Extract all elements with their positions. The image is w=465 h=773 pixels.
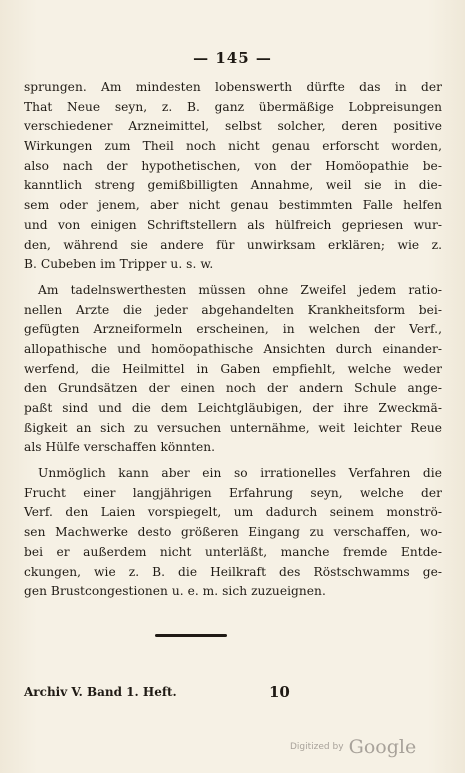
text-line: sen Machwerke desto größeren Eingang zu verschaffen, wo- [24,525,442,540]
text-line: ßigkeit an sich zu versuchen unternähme, weit leichter Reue [24,420,442,435]
text-line: verschiedener Arzneimittel, selbst solcher, deren positive [24,119,442,134]
google-watermark [290,736,416,758]
text-line: sprungen. Am mindesten lobenswerth dürfte das in der [24,80,442,94]
text-line: als Hülfe verschaffen könnten. [24,440,216,455]
text-line: B. Cubeben im Tripper u. s. w. [24,257,214,272]
text-line: und von einigen Schriftstellern als hülfreich gepriesen wur- [24,217,442,232]
text-line: sem oder jenem, aber nicht genau bestimmten Falle helfen [24,198,442,213]
text-line: Wirkungen zum Theil noch nicht genau erforscht worden, [24,139,442,154]
text-line: den, während sie andere für unwirksam erklären; wie z. [24,237,442,252]
paragraph-2 [24,281,442,458]
text-line: Unmöglich kann aber ein so irrationelles Verfahren die [38,466,442,481]
text-line: gefügten Arzneiformeln erscheinen, in welchen der Verf., [24,322,442,337]
text-line: gen Brustcongestionen u. e. m. sich zuzueignen. [24,584,326,599]
text-line: allopathische und homöopathische Ansichten durch einander- [24,341,442,356]
sheet-number: 10 [269,683,290,701]
text-line: werfend, die Heilmittel in Gaben empfiehlt, welche weder [24,361,442,376]
text-line: Verf. den Laien vorspiegelt, um dadurch seinem monströ- [24,505,442,520]
paragraph-3 [24,464,442,602]
watermark-prefix: Digitized by [290,742,344,752]
end-rule [155,634,227,637]
body-text [24,78,442,602]
text-line: Frucht einer langjährigen Erfahrung seyn, welche der [24,485,442,500]
text-line: paßt sind und die dem Leichtgläubigen, der ihre Zweckmä- [24,401,442,415]
paragraph-1 [24,78,442,275]
watermark-brand: Google [348,736,417,758]
text-line: Am tadelnswerthesten müssen ohne Zweifel jedem ratio- [38,282,442,297]
text-line: den Grundsätzen der einen noch der andern Schule ange- [24,381,442,396]
page-number: — 145 — [193,49,272,67]
text-line: nellen Arzte die jeder abgehandelten Krankheitsform bei- [24,302,442,317]
text-line: That Neue seyn, z. B. ganz übermäßige Lobpreisungen [24,99,442,114]
footer-signature: Archiv V. Band 1. Heft. [24,685,177,699]
text-line: bei er außerdem nicht unterläßt, manche fremde Entde- [24,544,442,559]
text-line: kanntlich streng gemißbilligten Annahme, weil sie in die- [24,178,442,193]
text-line: ckungen, wie z. B. die Heilkraft des Röstschwamms ge- [24,564,442,579]
text-line: also nach der hypothetischen, von der Homöopathie be- [24,158,442,173]
